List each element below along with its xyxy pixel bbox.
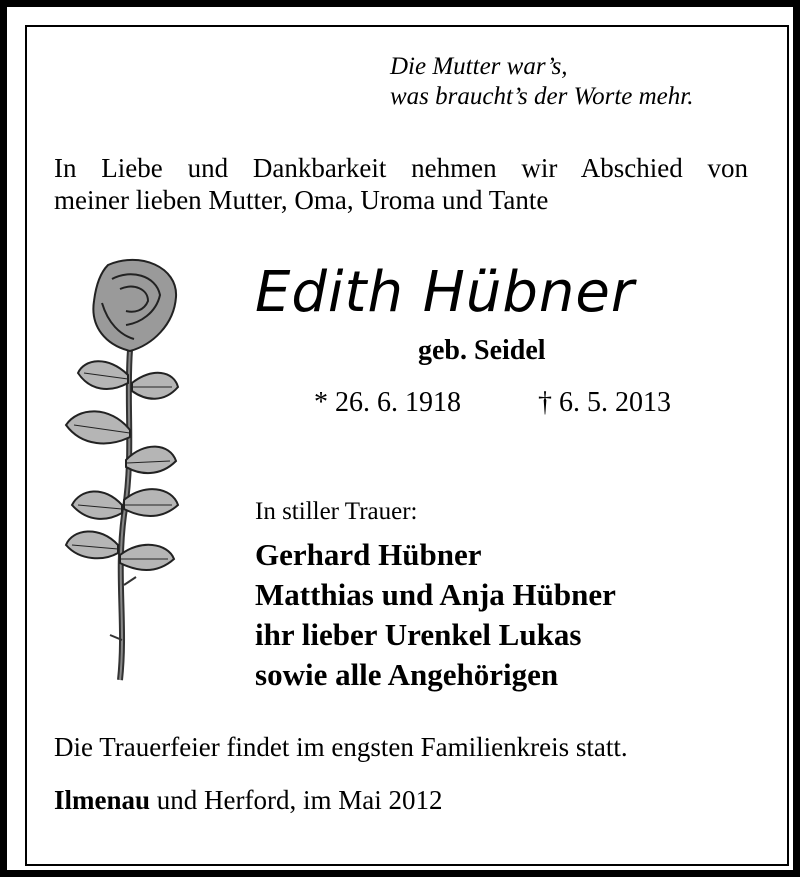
mourner-name: ihr lieber Urenkel Lukas xyxy=(255,617,582,652)
mourner-name: Gerhard Hübner xyxy=(255,537,482,572)
intro-line-1: In Liebe und Dankbarkeit nehmen wir Abschied von xyxy=(54,153,748,183)
motto-line-1: Die Mutter war’s, xyxy=(390,53,568,80)
death-date: † 6. 5. 2013 xyxy=(538,387,671,418)
place-date-line xyxy=(54,783,442,817)
rose-icon xyxy=(60,255,195,695)
mourning-heading: In stiller Trauer: xyxy=(255,498,418,525)
ceremony-note: Die Trauerfeier findet im engsten Familienkreis statt. xyxy=(54,732,628,762)
mourner-name: Matthias und Anja Hübner xyxy=(255,577,616,612)
intro-line-2: meiner lieben Mutter, Oma, Uroma und Tante xyxy=(54,185,549,215)
motto-line-2: was braucht’s der Worte mehr. xyxy=(390,83,694,110)
birth-date: * 26. 6. 1918 xyxy=(314,387,461,418)
place-city: Ilmenau xyxy=(54,785,151,815)
mourner-name: sowie alle Angehörigen xyxy=(255,657,559,692)
maiden-name: geb. Seidel xyxy=(418,335,546,366)
place-rest: und Herford, im Mai 2012 xyxy=(150,785,443,815)
deceased-name: Edith Hübner xyxy=(255,260,635,325)
